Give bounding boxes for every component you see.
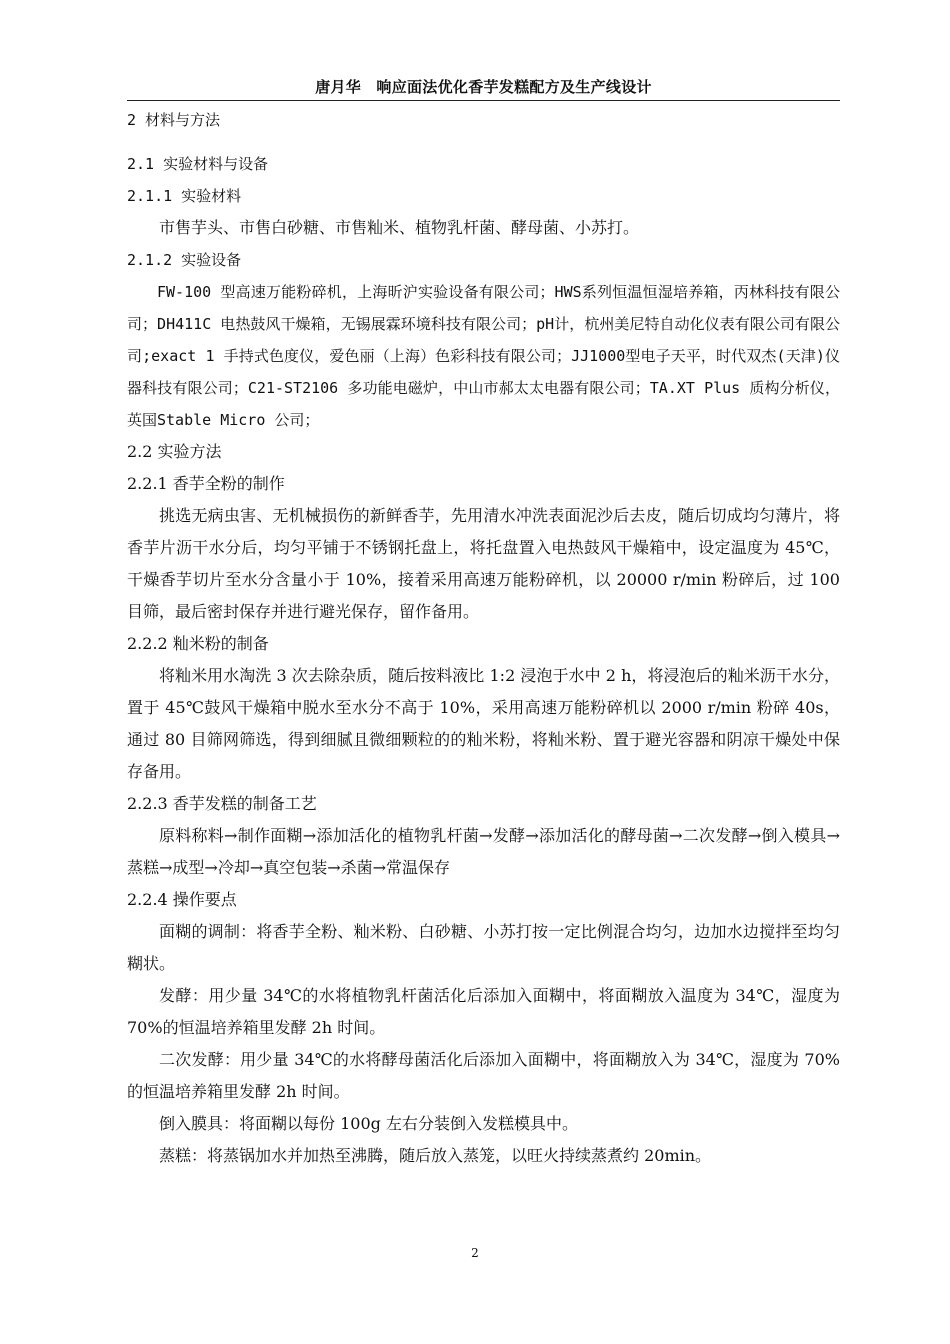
- paragraph-molding: 倒入膜具：将面糊以每份 100g 左右分装倒入发糕模具中。: [159, 1114, 578, 1133]
- heading-section-2: 2 材料与方法: [127, 111, 221, 129]
- heading-2-1-1: 2.1.1 实验材料: [127, 187, 242, 205]
- heading-2-1: 2.1 实验材料与设备: [127, 155, 269, 173]
- header-rule: [127, 100, 840, 101]
- body-content: [127, 104, 840, 1172]
- heading-2-2-2: 2.2.2 籼米粉的制备: [127, 634, 269, 653]
- paragraph-steaming: 蒸糕：将蒸锅加水并加热至沸腾，随后放入蒸笼，以旺火持续蒸煮约 20min。: [159, 1146, 712, 1165]
- heading-2-2-3: 2.2.3 香芋发糕的制备工艺: [127, 794, 317, 813]
- heading-2-2-4: 2.2.4 操作要点: [127, 890, 237, 909]
- paragraph-taro-powder: 挑选无病虫害、无机械损伤的新鲜香芋，先用清水冲洗表面泥沙后去皮，随后切成均匀薄片，将香芋片沥干水分后，均匀平铺于不锈钢托盘上，将托盘置入电热鼓风干燥箱中，设定温度为 45℃，干燥香芋切片至水分含量小于 10%，接着采用高速万能粉碎机，以 20000 r/min 粉碎后，过 100 目筛，最后密封保存并进行避光保存，留作备用。: [127, 506, 840, 621]
- paragraph-second-fermentation: 二次发酵：用少量 34℃的水将酵母菌活化后添加入面糊中，将面糊放入为 34℃，湿度为 70%的恒温培养箱里发酵 2h 时间。: [127, 1050, 840, 1101]
- paragraph-rice-powder: 将籼米用水淘洗 3 次去除杂质，随后按料液比 1:2 浸泡于水中 2 h，将浸泡后的籼米沥干水分，置于 45℃鼓风干燥箱中脱水至水分不高于 10%，采用高速万能粉碎机以 2000 r/min 粉碎 40s，通过 80 目筛网筛选，得到细腻且微细颗粒的的籼米粉，将籼米粉、置于避光容器和阴凉干燥处中保存备用。: [127, 666, 840, 781]
- page-number: 2: [471, 1246, 479, 1260]
- heading-2-2-1: 2.2.1 香芋全粉的制作: [127, 474, 285, 493]
- paragraph-batter: 面糊的调制：将香芋全粉、籼米粉、白砂糖、小苏打按一定比例混合均匀，边加水边搅拌至均匀糊状。: [127, 922, 840, 973]
- paragraph-materials: 市售芋头、市售白砂糖、市售籼米、植物乳杆菌、酵母菌、小苏打。: [159, 218, 640, 237]
- paragraph-equipment: FW-100 型高速万能粉碎机，上海昕沪实验设备有限公司；HWS系列恒温恒湿培养箱，丙林科技有限公司；DH411C 电热鼓风干燥箱，无锡展霖环境科技有限公司；pH计，杭州美尼特自动化仪表有限公司有限公司;exact 1 手持式色度仪，爱色丽（上海）色彩科技有限公司；JJ1000型电子天平，时代双杰(天津)仪器科技有限公司；C21-ST2106 多功能电磁炉，中山市郝太太电器有限公司；TA.XT Plus 质构分析仪，英国Stable Micro 公司；: [127, 283, 840, 429]
- running-header: 唐月华 响应面法优化香芋发糕配方及生产线设计: [315, 78, 652, 96]
- paragraph-process-flow: 原料称料→制作面糊→添加活化的植物乳杆菌→发酵→添加活化的酵母菌→二次发酵→倒入模具→蒸糕→成型→冷却→真空包装→杀菌→常温保存: [127, 826, 840, 877]
- heading-2-2: 2.2 实验方法: [127, 442, 222, 461]
- heading-2-1-2: 2.1.2 实验设备: [127, 251, 242, 269]
- paragraph-fermentation: 发酵：用少量 34℃的水将植物乳杆菌活化后添加入面糊中，将面糊放入温度为 34℃，湿度为 70%的恒温培养箱里发酵 2h 时间。: [127, 986, 840, 1037]
